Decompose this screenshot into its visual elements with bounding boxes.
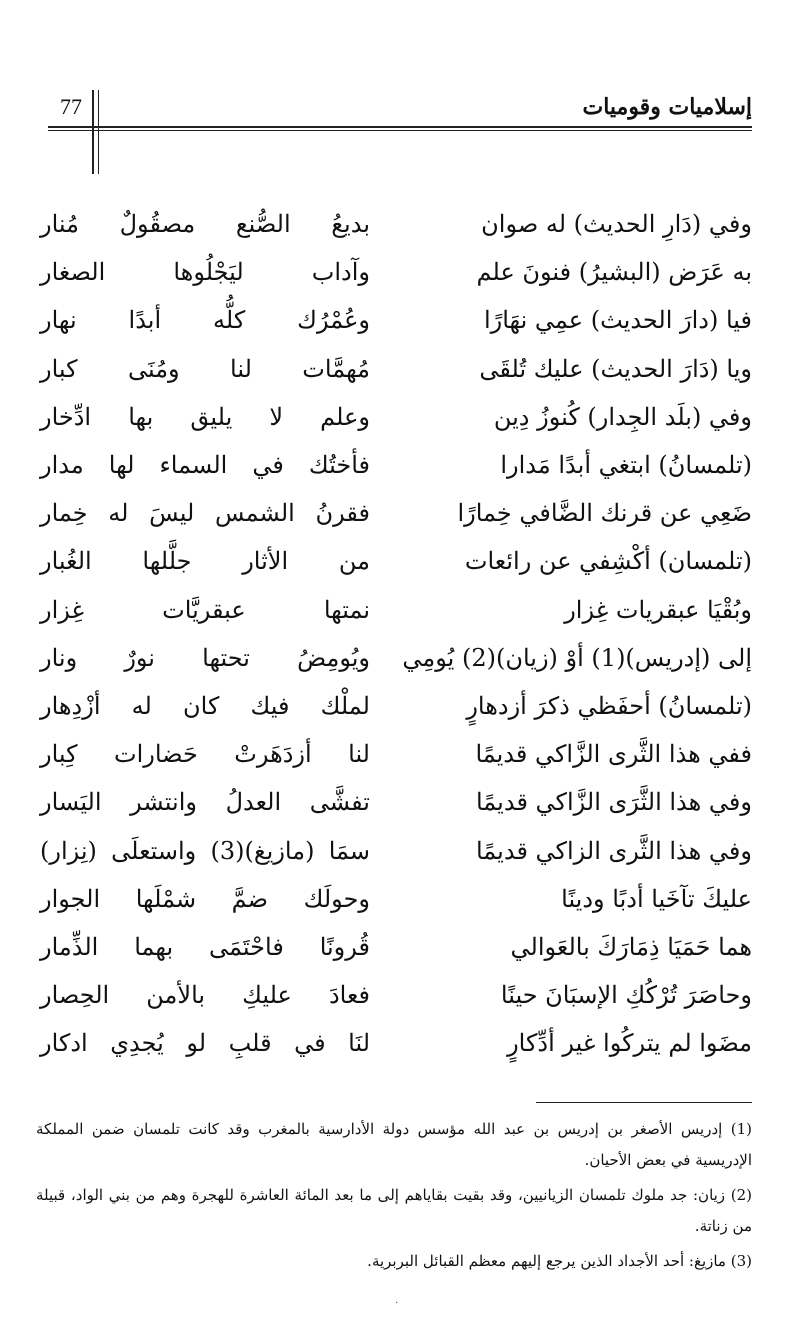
verse	[40, 923, 752, 971]
verse	[40, 248, 752, 296]
verse	[40, 537, 752, 585]
first-hemistich: وفي (بلَد الجِدار) كُنوزُ دِين	[493, 402, 752, 431]
header-rule	[48, 126, 752, 131]
first-hemistich: ففي هذا الثَّرى الزَّاكي قديمًا	[475, 740, 752, 769]
first-hemistich: هما حَمَيَا ذِمَارَكَ بالعَوالي	[510, 932, 752, 961]
second-hemistich: قُرونًا فاحْتَمَى بهما الذِّمار	[40, 932, 370, 961]
first-hemistich: (تلمسانُ) ابتغي أبدًا مَدارا	[500, 451, 752, 480]
second-hemistich: ويُومِضُ تحتها نورٌ ونار	[40, 643, 370, 672]
first-hemistich: (تلمسان) أكْشِفي عن رائعات	[464, 547, 752, 576]
first-hemistich: به عَرَض (البشيرُ) فنونَ علم	[476, 258, 752, 287]
page-mark: ·	[395, 1298, 399, 1309]
verse	[40, 489, 752, 537]
second-hemistich: وعُمْرُك كلُّه أبدًا نهار	[40, 306, 370, 335]
verse	[40, 875, 752, 923]
first-hemistich: مضَوا لم يتركُوا غير أدِّكارٍ	[507, 1029, 752, 1058]
second-hemistich: نمتها عبقريَّات غِزار	[40, 595, 370, 624]
first-hemistich: وفي هذا الثَّرَى الزَّاكي قديمًا	[475, 788, 752, 817]
second-hemistich: فعادَ عليكِ بالأمن الحِصار	[40, 981, 370, 1010]
second-hemistich: من الأثار جلَّلها الغُبار	[40, 547, 370, 576]
page-number: 77	[60, 94, 82, 119]
first-hemistich: عليكَ تآخَيا أدبًا ودينًا	[561, 884, 752, 913]
second-hemistich: بديعُ الصُّنع مصقُولٌ مُنار	[40, 210, 370, 239]
poem	[40, 200, 752, 1067]
footnote-3: (3) مازيغ: أحد الأجداد الذين يرجع إليهم معظم القبائل البربرية.	[367, 1252, 752, 1270]
verse	[40, 730, 752, 778]
first-hemistich: فيا (دارَ الحديث) عمِي نهَارًا	[483, 306, 752, 335]
second-hemistich: سمَا (مازيغ)(3) واستعلَى (نِزار)	[40, 836, 370, 865]
first-hemistich: (تلمسانُ) أحفَظي ذكرَ أزدهارٍ	[466, 691, 752, 720]
verse	[40, 586, 752, 634]
verse	[40, 296, 752, 344]
verse	[40, 345, 752, 393]
second-hemistich: لنا أزدَهَرتْ حَضارات كِبار	[40, 740, 370, 769]
second-hemistich: وآداب ليَجْلُوها الصغار	[40, 258, 370, 287]
footnote-separator	[536, 1102, 752, 1103]
first-hemistich: وفي هذا الثَّرى الزاكي قديمًا	[475, 836, 752, 865]
second-hemistich: فأختُك في السماء لها مدار	[40, 451, 370, 480]
footnote-2: (2) زيان: جد ملوك تلمسان الزيانيين، وقد بقيت بقاياهم إلى ما بعد المائة العاشرة للهجرة وهم من بني الواد، قبيلة من زناتة.	[36, 1186, 752, 1235]
verse	[40, 826, 752, 874]
second-hemistich: لملْك فيك كان له أزْدِهار	[40, 691, 370, 720]
verse	[40, 441, 752, 489]
verse	[40, 393, 752, 441]
first-hemistich: وفي (دَارِ الحديث) له صوان	[481, 210, 752, 239]
first-hemistich: ضَعِي عن قرنك الضَّافي خِمارًا	[457, 499, 752, 528]
verse	[40, 200, 752, 248]
second-hemistich: وحولَك ضمَّ شمْلَها الجوار	[40, 884, 370, 913]
verse	[40, 1019, 752, 1067]
second-hemistich: تفشَّى العدلُ وانتشر اليَسار	[40, 788, 370, 817]
footnote-1: (1) إدريس الأصغر بن إدريس بن عبد الله مؤسس دولة الأدارسية بالمغرب وقد كانت تلمسان ضمن المملكة الإدريسية في بعض الأحيان.	[36, 1120, 752, 1169]
second-hemistich: مُهمَّات لنا ومُنَى كبار	[40, 354, 370, 383]
footnotes	[36, 1114, 752, 1281]
first-hemistich: وبُقْيَا عبقريات غِزار	[564, 595, 752, 624]
page-header	[48, 92, 752, 132]
second-hemistich: فقرنُ الشمس ليسَ له خِمار	[40, 499, 370, 528]
header-vertical-rule	[92, 90, 99, 174]
running-title: إسلاميات وقوميات	[582, 94, 752, 120]
second-hemistich: وعلم لا يليق بها ادِّخار	[40, 402, 370, 431]
first-hemistich: وحاصَرَ تُرْكُكِ الإسبَانَ حينًا	[500, 981, 752, 1010]
first-hemistich: إلى (إدريس)(1) أوْ (زيان)(2) يُومِي	[402, 643, 752, 672]
verse	[40, 682, 752, 730]
verse	[40, 634, 752, 682]
verse	[40, 971, 752, 1019]
second-hemistich: لنَا في قلبِ لو يُجدِي ادكار	[40, 1029, 370, 1058]
verse	[40, 778, 752, 826]
first-hemistich: ويا (دَارَ الحديث) عليك تُلقَى	[479, 354, 752, 383]
